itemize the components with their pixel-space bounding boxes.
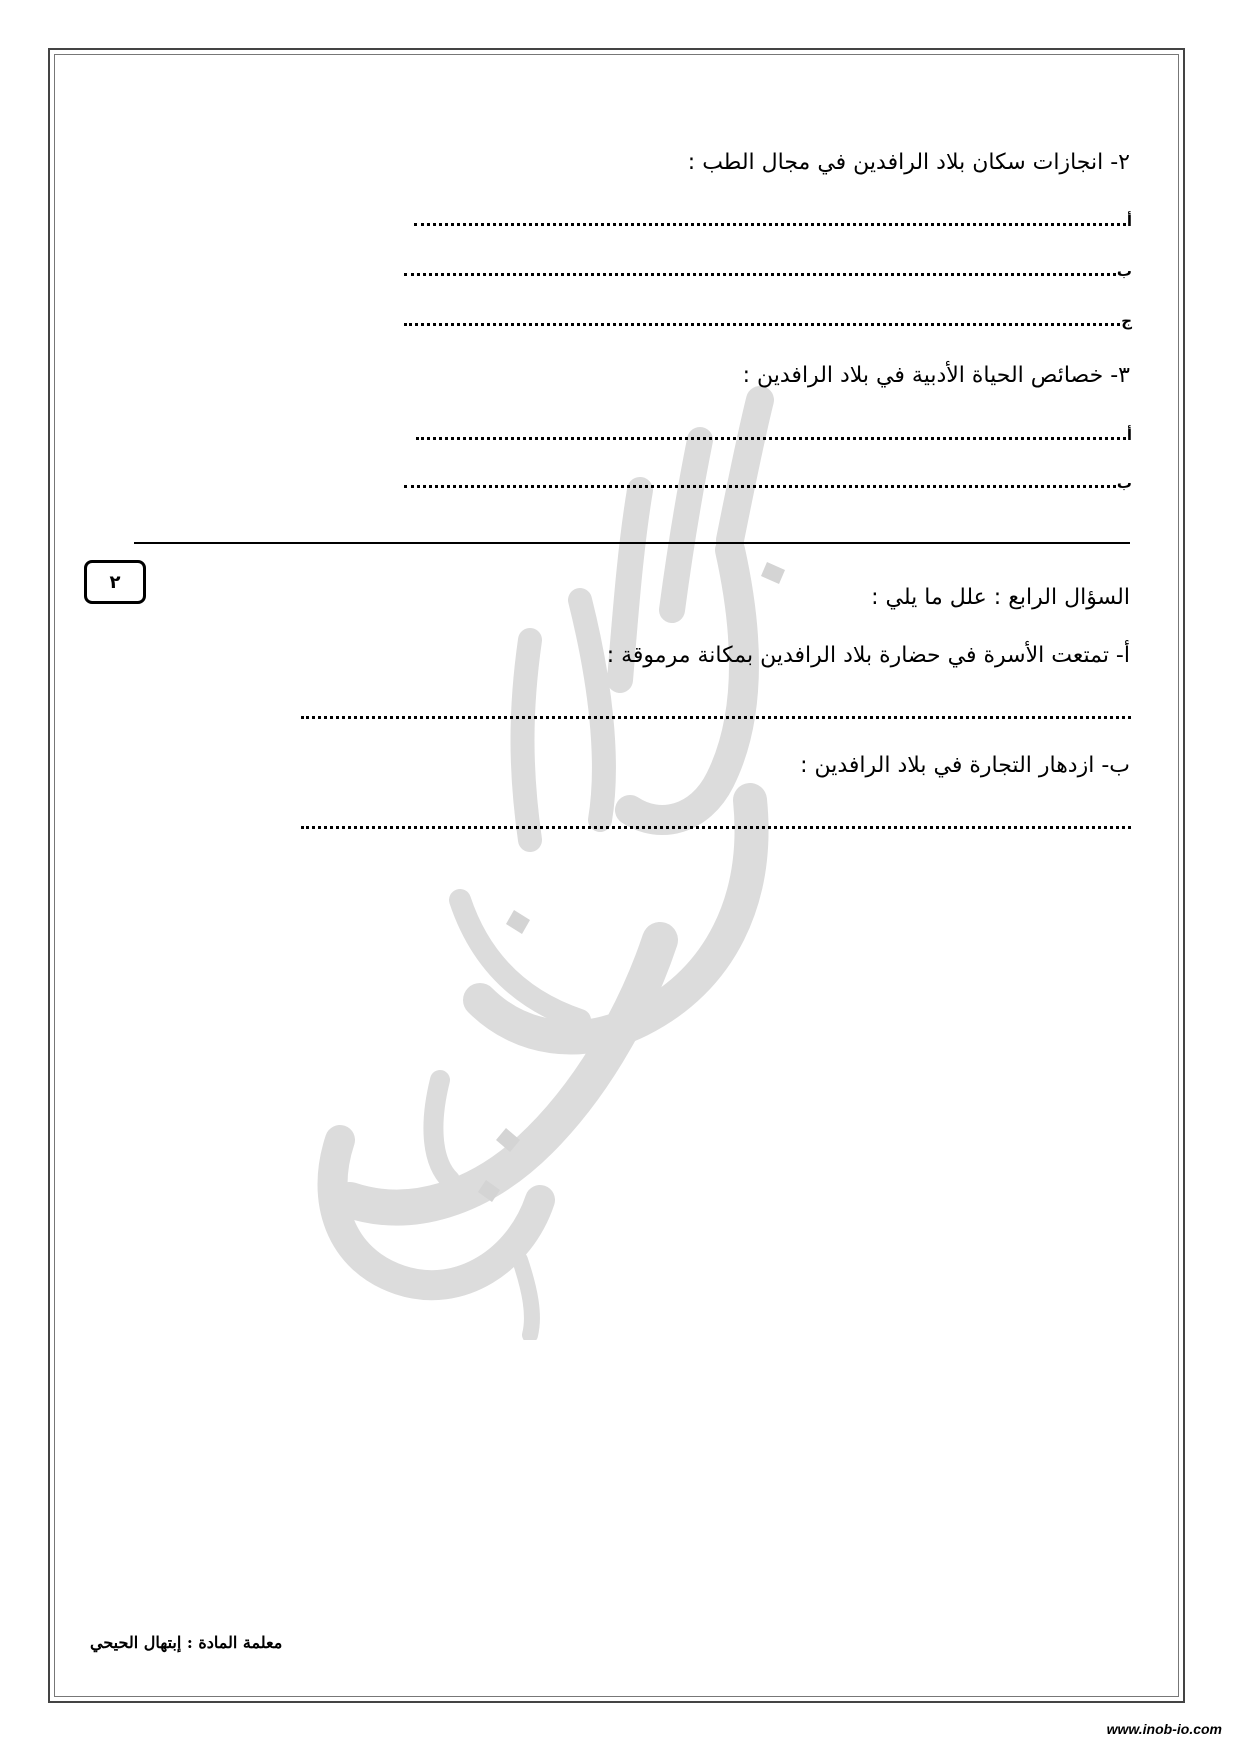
q2-item-label: ج [1121, 312, 1132, 330]
dotted-answer-line [404, 477, 1116, 488]
q4-answer-line-a[interactable] [301, 708, 1132, 719]
q3-item-label: أ [1126, 426, 1132, 444]
teacher-signature: معلمة المادة : إبتهال الحيحي [90, 1633, 283, 1652]
q4-answer-line-b[interactable] [301, 818, 1132, 829]
score-box: ٢ [84, 560, 146, 604]
q3-item-label: ب [1116, 474, 1132, 492]
dotted-answer-line [414, 215, 1126, 226]
dotted-answer-line [404, 265, 1116, 276]
q2-answer-line-c[interactable] [404, 312, 1132, 330]
q2-answer-line-b[interactable] [404, 262, 1132, 280]
q4-part-b: ب- ازدهار التجارة في بلاد الرافدين : [800, 753, 1130, 778]
q3-answer-line-a[interactable] [416, 426, 1132, 444]
dotted-answer-line [404, 315, 1120, 326]
q4-part-a: أ- تمتعت الأسرة في حضارة بلاد الرافدين بمكانة مرموقة : [606, 643, 1130, 668]
q2-item-label: ب [1116, 262, 1132, 280]
q2-heading: ٢- انجازات سكان بلاد الرافدين في مجال الطب : [687, 150, 1130, 175]
q3-answer-line-b[interactable] [404, 474, 1132, 492]
section-divider [134, 542, 1130, 544]
dotted-answer-line [301, 818, 1131, 829]
q2-item-label: أ [1126, 212, 1132, 230]
dotted-answer-line [416, 429, 1126, 440]
page-border-inner [54, 54, 1179, 1697]
dotted-answer-line [301, 708, 1131, 719]
q4-heading: السؤال الرابع : علل ما يلي : [871, 585, 1130, 610]
q2-answer-line-a[interactable] [414, 212, 1132, 230]
q3-heading: ٣- خصائص الحياة الأدبية في بلاد الرافدين : [742, 363, 1130, 388]
site-link[interactable]: www.inob-io.com [1106, 1721, 1222, 1737]
